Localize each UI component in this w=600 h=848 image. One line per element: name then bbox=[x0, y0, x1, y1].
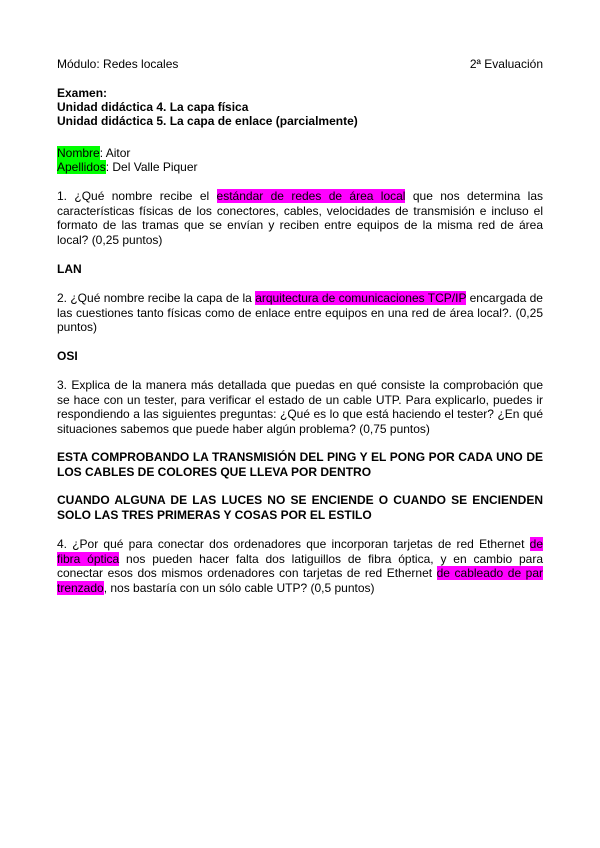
evaluation-label: 2ª Evaluación bbox=[469, 57, 543, 71]
answer-1: LAN bbox=[57, 262, 82, 276]
name-label: Nombre bbox=[57, 146, 100, 160]
question-2-text-end: encargada de las cuestiones tanto físicas como de enlace entre equipos en una red de área local?. (0,25 puntos) bbox=[57, 291, 543, 334]
answer-3-part-2: CUANDO ALGUNA DE LAS LUCES NO SE ENCIENDE O CUANDO SE ENCIENDEN SOLO LAS TRES PRIMERAS Y COSAS POR EL ESTILO bbox=[57, 493, 543, 522]
student-name-line bbox=[57, 146, 543, 160]
document-header bbox=[57, 57, 543, 71]
question-4-text-end: , nos bastaría con un sólo cable UTP? (0,5 puntos) bbox=[103, 580, 375, 595]
question-1-highlight: estándar de redes de área local bbox=[216, 189, 406, 203]
question-1-text-end: que nos determina las características físicas de los conectores, cables, velocidades de transmisión e incluso el formato de las tramas que se envían y reciben entre equipos de la misma red de área local? (0,25 puntos) bbox=[57, 189, 544, 247]
question-4-text-middle: nos pueden hacer falta dos latiguillos de fibra óptica, y en cambio para conectar esos dos mismos ordenadores con tarjetas de red Ethernet bbox=[57, 551, 544, 580]
question-2 bbox=[57, 291, 543, 335]
question-1-text-start: 1. ¿Qué nombre recibe el bbox=[57, 189, 217, 203]
name-value: : Aitor bbox=[99, 146, 131, 160]
question-3: 3. Explica de la manera más detallada que puedas en qué consiste la comprobación que se hace con un tester, para verificar el estado de un cable UTP. Para explicarlo, puedes ir respondiendo a las siguientes preguntas: ¿Qué es lo que está haciendo el tester? ¿En qué situaciones sabemos que puede haber algún problema? (0,75 puntos) bbox=[57, 378, 543, 436]
question-4-highlight-2: de cableado de par trenzado bbox=[57, 566, 544, 595]
exam-label: Examen: bbox=[57, 86, 108, 100]
question-2-text-start: 2. ¿Qué nombre recibe la capa de la bbox=[57, 291, 256, 305]
unit-5-title: Unidad didáctica 5. La capa de enlace (parcialmente) bbox=[57, 114, 358, 128]
surname-value: : Del Valle Piquer bbox=[105, 160, 198, 174]
question-4-highlight-1: de fibra óptica bbox=[57, 537, 543, 566]
student-surname-line bbox=[57, 160, 543, 174]
question-4-text-start: 4. ¿Por qué para conectar dos ordenadores que incorporan tarjetas de red Ethernet bbox=[57, 537, 530, 551]
answer-3-part-1: ESTA COMPROBANDO LA TRANSMISIÓN DEL PING Y EL PONG POR CADA UNO DE LOS CABLES DE COLORES QUE LLEVA POR DENTRO bbox=[57, 450, 543, 479]
module-label: Módulo: Redes locales bbox=[57, 57, 179, 71]
surname-label: Apellidos bbox=[57, 160, 106, 174]
question-2-highlight: arquitectura de comunicaciones TCP/IP bbox=[255, 291, 467, 305]
question-4 bbox=[57, 537, 543, 595]
question-1 bbox=[57, 189, 543, 247]
unit-4-title: Unidad didáctica 4. La capa física bbox=[57, 100, 249, 114]
answer-2: OSI bbox=[57, 349, 78, 363]
